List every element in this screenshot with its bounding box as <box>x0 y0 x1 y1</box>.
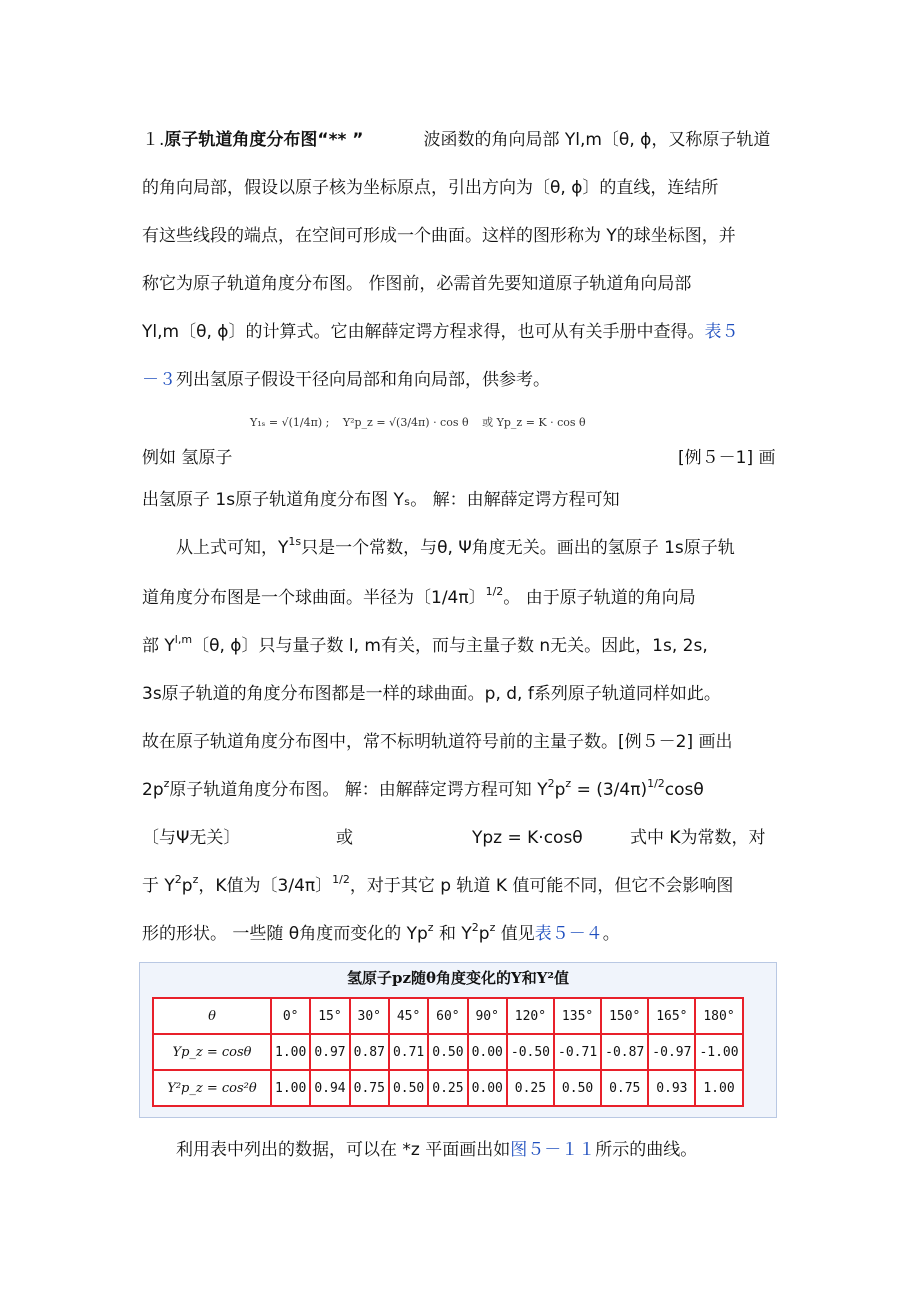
paragraph-line-9 <box>176 536 735 560</box>
table-cell: 15° <box>310 998 349 1034</box>
paragraph-line-17 <box>142 922 620 946</box>
paragraph-line-15 <box>142 826 240 850</box>
text-span: 〔θ, ϕ〕只与量子数 l, m有关，而与主量子数 n无关。因此，1s, 2s, <box>192 636 708 656</box>
text-span: 所示的曲线。 <box>595 1140 698 1160</box>
table-cell: 0.93 <box>648 1070 695 1106</box>
table-cell: 0° <box>271 998 310 1034</box>
text-span: 〔与Ψ无关〕 <box>142 828 241 848</box>
superscript: l,m <box>174 633 193 646</box>
table-5-3-link[interactable]: 表５ <box>704 322 739 342</box>
formula-ypz: 或 Yp_z = K · cos θ <box>482 416 586 429</box>
superscript: z <box>565 777 572 790</box>
formula-image <box>250 414 596 430</box>
table-row <box>153 1070 743 1106</box>
formula-y2pz: Y²p_z = √(3/4π) · cos θ <box>342 416 469 429</box>
table-cell: θ <box>153 998 271 1034</box>
superscript: 1/2 <box>647 777 665 790</box>
text-span: 式中 K为常数，对 <box>630 828 766 848</box>
paragraph-line-7 <box>142 446 232 470</box>
paragraph-line-6 <box>142 368 550 392</box>
text-span: 于 Y <box>142 876 175 896</box>
text-span: Yl,m〔θ, ϕ〕的计算式。它由解薛定谔方程求得，也可从有关手册中查得。 <box>142 322 705 342</box>
table-cell: 0.25 <box>507 1070 554 1106</box>
text-span: ，对于其它 p 轨道 K 值可能不同，但它不会影响图 <box>349 876 734 896</box>
superscript: 2 <box>471 921 479 934</box>
superscript: z <box>192 873 199 886</box>
table-cell: 0.50 <box>428 1034 467 1070</box>
table-cell: 0.75 <box>601 1070 648 1106</box>
table-cell: Y²p_z = cos²θ <box>153 1070 271 1106</box>
table-cell: 1.00 <box>271 1070 310 1106</box>
formula-inline: Ypz = K·cosθ <box>472 828 583 848</box>
paragraph-line-11 <box>142 634 708 658</box>
table-cell: Yp_z = cosθ <box>153 1034 271 1070</box>
paragraph-line-4: 称它为原子轨道角度分布图。 作图前，必需首先要知道原子轨道角向局部 <box>142 274 692 294</box>
table-cell: 45° <box>389 998 428 1034</box>
table-cell: 1.00 <box>271 1034 310 1070</box>
table-cell: 120° <box>507 998 554 1034</box>
table-row <box>153 1034 743 1070</box>
superscript: 1s <box>288 535 302 548</box>
table-cell: 0.00 <box>468 1070 507 1106</box>
text-span: = (3/4π) <box>571 780 648 800</box>
text-span: cosθ <box>664 780 704 800</box>
text-span: 部 Y <box>142 636 175 656</box>
text-span: 。 <box>602 924 620 944</box>
table-cell: -0.87 <box>601 1034 648 1070</box>
formula-y1s: Y₁ₛ = √(1/4π) ; <box>250 416 330 429</box>
table-cell: 180° <box>695 998 742 1034</box>
text-span: p <box>181 876 193 896</box>
paragraph-line-8: 出氢原子 1s原子轨道角度分布图 Yₛ。 解：由解薛定谔方程可知 <box>142 490 620 510</box>
text-span: 波函数的角向局部 Yl,m〔θ, ϕ，又称原子轨道 <box>423 130 771 150</box>
text-span: 2p <box>142 780 164 800</box>
table-cell: -1.00 <box>695 1034 742 1070</box>
table-5-3-link-cont[interactable]: －３ <box>142 370 176 390</box>
paragraph-line-3: 有这些线段的端点，在空间可形成一个曲面。这样的图形称为 Y的球坐标图，并 <box>142 226 736 246</box>
data-table-panel <box>139 962 777 1118</box>
table-cell: 135° <box>554 998 601 1034</box>
table-cell: 30° <box>350 998 389 1034</box>
text-span: 从上式可知，Y <box>176 538 289 558</box>
text-span: 例如 氢原子 <box>142 448 233 468</box>
text-span: p <box>554 780 566 800</box>
table-cell: 90° <box>468 998 507 1034</box>
table-cell: -0.71 <box>554 1034 601 1070</box>
table-cell: 0.75 <box>350 1070 389 1106</box>
text-span: 只是一个常数，与θ, Ψ角度无关。画出的氢原子 1s原子轨 <box>301 538 735 558</box>
text-span: ，K值为〔3/4π〕 <box>198 876 333 896</box>
paragraph-line-1 <box>142 128 770 152</box>
example-label: [例５－1] 画 <box>678 448 776 468</box>
table-cell: 0.87 <box>350 1034 389 1070</box>
text-span: 形的形状。 一些随 θ角度而变化的 Yp <box>142 924 428 944</box>
text-span: 。 由于原子轨道的角向局 <box>503 588 696 608</box>
text-span: 和 Y <box>433 924 472 944</box>
superscript: z <box>163 777 170 790</box>
superscript: z <box>489 921 496 934</box>
superscript: 2 <box>174 873 182 886</box>
table-cell: 0.71 <box>389 1034 428 1070</box>
text-span: 列出氢原子假设干径向局部和角向局部，供参考。 <box>176 370 550 390</box>
text-span: 值见 <box>495 924 535 944</box>
paragraph-line-18 <box>176 1138 697 1162</box>
table-title: 氢原子pz随θ角度变化的Y和Y²值 <box>347 969 569 987</box>
table-cell: -0.50 <box>507 1034 554 1070</box>
paragraph-line-16 <box>142 874 733 898</box>
table-cell: 165° <box>648 998 695 1034</box>
table-cell: 0.94 <box>310 1070 349 1106</box>
paragraph-line-14 <box>142 778 704 802</box>
section-title: 原子轨道角度分布图“** ” <box>164 130 364 150</box>
table-cell: 150° <box>601 998 648 1034</box>
superscript: 1/2 <box>485 585 504 598</box>
table-cell: 0.25 <box>428 1070 467 1106</box>
superscript: 2 <box>547 777 555 790</box>
section-number: １. <box>142 130 165 150</box>
text-span: 利用表中列出的数据，可以在 *z 平面画出如 <box>176 1140 511 1160</box>
table-cell: 1.00 <box>695 1070 742 1106</box>
table-cell: 0.97 <box>310 1034 349 1070</box>
table-cell: 0.50 <box>554 1070 601 1106</box>
text-or: 或 <box>336 828 353 848</box>
figure-5-11-link[interactable]: 图５－１１ <box>510 1140 596 1160</box>
text-span: p <box>478 924 490 944</box>
paragraph-line-12: 3s原子轨道的角度分布图都是一样的球曲面。p, d, f系列原子轨道同样如此。 <box>142 684 721 704</box>
table-cell: 0.00 <box>468 1034 507 1070</box>
table-cell: 60° <box>428 998 467 1034</box>
paragraph-line-10 <box>142 586 696 610</box>
paragraph-line-5 <box>142 320 739 344</box>
paragraph-line-13: 故在原子轨道角度分布图中，常不标明轨道符号前的主量子数。[例５－2] 画出 <box>142 732 733 752</box>
table-5-4-link[interactable]: 表５－４ <box>534 924 603 944</box>
table-cell: 0.50 <box>389 1070 428 1106</box>
text-span: 道角度分布图是一个球曲面。半径为〔1/4π〕 <box>142 588 486 608</box>
superscript: 1/2 <box>332 873 350 886</box>
superscript: z <box>427 921 434 934</box>
table-cell: -0.97 <box>648 1034 695 1070</box>
paragraph-line-2: 的角向局部，假设以原子核为坐标原点，引出方向为〔θ, ϕ〕的直线，连结所 <box>142 178 719 198</box>
text-span: 原子轨道角度分布图。 解：由解薛定谔方程可知 Y <box>169 780 548 800</box>
table-row <box>153 998 743 1034</box>
data-table <box>152 997 744 1107</box>
